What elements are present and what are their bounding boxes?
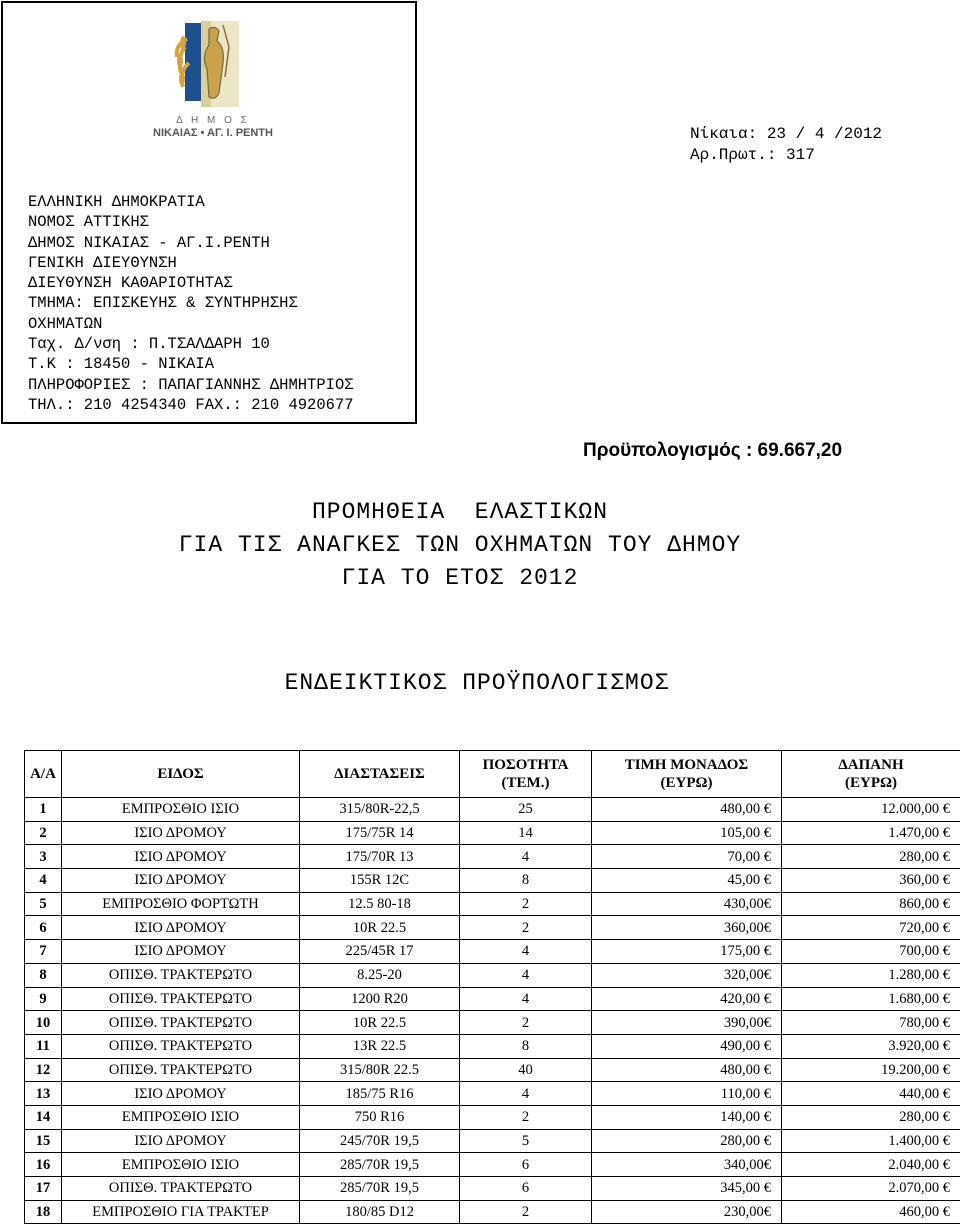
row-unit-price: 390,00€ — [592, 1011, 782, 1035]
row-dimensions: 285/70R 19,5 — [300, 1177, 460, 1201]
row-quantity: 40 — [460, 1058, 592, 1082]
row-number: 18 — [25, 1200, 62, 1224]
budget-table — [24, 750, 960, 1224]
table-row — [25, 1105, 960, 1129]
row-dimensions: 285/70R 19,5 — [300, 1153, 460, 1177]
org-line: ΟΧΗΜΑΤΩΝ — [28, 314, 354, 334]
org-line: Ταχ. Δ/νση : Π.ΤΣΑΛΔΑΡΗ 10 — [28, 334, 354, 354]
row-unit-price: 345,00 € — [592, 1177, 782, 1201]
row-quantity: 2 — [460, 916, 592, 940]
org-line: ΤΗΛ.: 210 4254340 FAX.: 210 4920677 — [28, 395, 354, 415]
row-dimensions: 180/85 D12 — [300, 1200, 460, 1224]
table-row — [25, 869, 960, 893]
row-cost: 1.400,00 € — [782, 1129, 960, 1153]
header-cost-line2: (ΕΥΡΩ) — [786, 774, 956, 792]
row-quantity: 4 — [460, 987, 592, 1011]
org-line: ΤΜΗΜΑ: ΕΠΙΣΚΕΥΗΣ & ΣΥΝΤΗΡΗΣΗΣ — [28, 293, 354, 313]
org-line: ΓΕΝΙΚΗ ΔΙΕΥΘΥΝΣΗ — [28, 253, 354, 273]
row-quantity: 4 — [460, 1082, 592, 1106]
row-unit-price: 110,00 € — [592, 1082, 782, 1106]
row-cost: 1.680,00 € — [782, 987, 960, 1011]
row-cost: 360,00 € — [782, 869, 960, 893]
row-unit-price: 230,00€ — [592, 1200, 782, 1224]
row-cost: 280,00 € — [782, 845, 960, 869]
row-unit-price: 45,00 € — [592, 869, 782, 893]
row-item: ΕΜΠΡΟΣΘΙΟ ΙΣΙΟ — [62, 1153, 300, 1177]
row-item: ΙΣΙΟ ΔΡΟΜΟΥ — [62, 940, 300, 964]
row-number: 15 — [25, 1129, 62, 1153]
row-dimensions: 750 R16 — [300, 1105, 460, 1129]
table-row — [25, 1129, 960, 1153]
row-quantity: 4 — [460, 845, 592, 869]
logo-emblem-icon — [171, 17, 251, 109]
table-row — [25, 916, 960, 940]
logo-caption-bottom: ΝΙΚΑΙΑΣ • ΑΓ. Ι. ΡΕΝΤΗ — [113, 127, 313, 139]
row-number: 6 — [25, 916, 62, 940]
table-header-row — [25, 751, 960, 798]
row-cost: 280,00 € — [782, 1105, 960, 1129]
row-cost: 1.470,00 € — [782, 821, 960, 845]
row-quantity: 2 — [460, 1200, 592, 1224]
row-number: 11 — [25, 1034, 62, 1058]
row-number: 17 — [25, 1177, 62, 1201]
row-item: ΙΣΙΟ ΔΡΟΜΟΥ — [62, 1129, 300, 1153]
row-cost: 12.000,00 € — [782, 798, 960, 822]
table-row — [25, 892, 960, 916]
org-line: ΝΟΜΟΣ ΑΤΤΙΚΗΣ — [28, 212, 354, 232]
row-item: ΙΣΙΟ ΔΡΟΜΟΥ — [62, 869, 300, 893]
row-unit-price: 490,00 € — [592, 1034, 782, 1058]
table-row — [25, 1011, 960, 1035]
row-unit-price: 175,00 € — [592, 940, 782, 964]
org-line: ΔΙΕΥΘΥΝΣΗ ΚΑΘΑΡΙΟΤΗΤΑΣ — [28, 273, 354, 293]
budget-total: Προϋπολογισμός : 69.667,20 — [583, 440, 842, 462]
row-dimensions: 1200 R20 — [300, 987, 460, 1011]
row-item: ΟΠΙΣΘ. ΤΡΑΚΤΕΡΩΤΟ — [62, 1058, 300, 1082]
row-item: ΙΣΙΟ ΔΡΟΜΟΥ — [62, 1082, 300, 1106]
document-date: Νίκαια: 23 / 4 /2012 — [690, 124, 882, 145]
table-row — [25, 963, 960, 987]
row-quantity: 2 — [460, 1011, 592, 1035]
org-line: ΔΗΜΟΣ ΝΙΚΑΙΑΣ - ΑΓ.Ι.ΡΕΝΤΗ — [28, 233, 354, 253]
table-row — [25, 1058, 960, 1082]
row-quantity: 6 — [460, 1153, 592, 1177]
row-quantity: 6 — [460, 1177, 592, 1201]
header-aa: Α/Α — [25, 751, 62, 798]
row-quantity: 8 — [460, 869, 592, 893]
row-cost: 1.280,00 € — [782, 963, 960, 987]
row-dimensions: 175/75R 14 — [300, 821, 460, 845]
table-row — [25, 940, 960, 964]
row-cost: 2.040,00 € — [782, 1153, 960, 1177]
document-title-line-3: ΓΙΑ ΤΟ ΕΤΟΣ 2012 — [0, 565, 920, 591]
row-unit-price: 320,00€ — [592, 963, 782, 987]
row-unit-price: 430,00€ — [592, 892, 782, 916]
row-dimensions: 225/45R 17 — [300, 940, 460, 964]
row-number: 9 — [25, 987, 62, 1011]
row-item: ΙΣΙΟ ΔΡΟΜΟΥ — [62, 916, 300, 940]
row-item: ΕΜΠΡΟΣΘΙΟ ΙΣΙΟ — [62, 798, 300, 822]
table-row — [25, 798, 960, 822]
row-unit-price: 420,00 € — [592, 987, 782, 1011]
row-cost: 860,00 € — [782, 892, 960, 916]
row-unit-price: 105,00 € — [592, 821, 782, 845]
row-cost: 700,00 € — [782, 940, 960, 964]
row-number: 14 — [25, 1105, 62, 1129]
row-dimensions: 10R 22.5 — [300, 916, 460, 940]
row-dimensions: 8.25-20 — [300, 963, 460, 987]
org-line: Τ.Κ : 18450 - ΝΙΚΑΙΑ — [28, 354, 354, 374]
row-dimensions: 12.5 80-18 — [300, 892, 460, 916]
row-quantity: 2 — [460, 1105, 592, 1129]
logo-caption-top: Δ Η Μ Ο Σ — [113, 115, 313, 126]
row-number: 5 — [25, 892, 62, 916]
organization-address-block — [28, 192, 354, 415]
header-cost — [782, 751, 960, 798]
row-quantity: 14 — [460, 821, 592, 845]
row-item: ΙΣΙΟ ΔΡΟΜΟΥ — [62, 821, 300, 845]
row-number: 12 — [25, 1058, 62, 1082]
table-row — [25, 987, 960, 1011]
row-unit-price: 480,00 € — [592, 1058, 782, 1082]
row-number: 2 — [25, 821, 62, 845]
row-cost: 780,00 € — [782, 1011, 960, 1035]
row-dimensions: 245/70R 19,5 — [300, 1129, 460, 1153]
protocol-number: Αρ.Πρωτ.: 317 — [690, 145, 882, 166]
header-quantity-line1: ΠΟΣΟΤΗΤΑ — [464, 756, 587, 774]
row-unit-price: 480,00 € — [592, 798, 782, 822]
row-dimensions: 315/80R-22,5 — [300, 798, 460, 822]
row-cost: 3.920,00 € — [782, 1034, 960, 1058]
header-quantity — [460, 751, 592, 798]
row-quantity: 25 — [460, 798, 592, 822]
row-item: ΟΠΙΣΘ. ΤΡΑΚΤΕΡΩΤΟ — [62, 987, 300, 1011]
row-number: 1 — [25, 798, 62, 822]
row-number: 3 — [25, 845, 62, 869]
row-dimensions: 155R 12C — [300, 869, 460, 893]
row-dimensions: 10R 22.5 — [300, 1011, 460, 1035]
row-number: 4 — [25, 869, 62, 893]
org-line: ΕΛΛΗΝΙΚΗ ΔΗΜΟΚΡΑΤΙΑ — [28, 192, 354, 212]
row-quantity: 2 — [460, 892, 592, 916]
header-cost-line1: ΔΑΠΑΝΗ — [786, 756, 956, 774]
row-dimensions: 315/80R 22.5 — [300, 1058, 460, 1082]
row-item: ΕΜΠΡΟΣΘΙΟ ΓΙΑ ΤΡΑΚΤΕΡ — [62, 1200, 300, 1224]
table-row — [25, 1082, 960, 1106]
table-row — [25, 845, 960, 869]
row-number: 8 — [25, 963, 62, 987]
row-dimensions: 175/70R 13 — [300, 845, 460, 869]
row-item: ΟΠΙΣΘ. ΤΡΑΚΤΕΡΩΤΟ — [62, 1011, 300, 1035]
header-unit-price-line1: ΤΙΜΗ ΜΟΝΑΔΟΣ — [596, 756, 777, 774]
table-body — [25, 798, 960, 1224]
header-quantity-line2: (ΤΕΜ.) — [464, 774, 587, 792]
row-item: ΟΠΙΣΘ. ΤΡΑΚΤΕΡΩΤΟ — [62, 963, 300, 987]
row-unit-price: 340,00€ — [592, 1153, 782, 1177]
header-dimensions: ΔΙΑΣΤΑΣΕΙΣ — [300, 751, 460, 798]
row-quantity: 4 — [460, 940, 592, 964]
row-number: 13 — [25, 1082, 62, 1106]
row-unit-price: 280,00 € — [592, 1129, 782, 1153]
table-row — [25, 1200, 960, 1224]
section-subtitle: ΕΝΔΕΙΚΤΙΚΟΣ ΠΡΟΫΠΟΛΟΓΙΣΜΟΣ — [0, 670, 954, 696]
table-row — [25, 821, 960, 845]
row-unit-price: 140,00 € — [592, 1105, 782, 1129]
row-cost: 720,00 € — [782, 916, 960, 940]
table-row — [25, 1034, 960, 1058]
header-item: ΕΙΔΟΣ — [62, 751, 300, 798]
row-cost: 460,00 € — [782, 1200, 960, 1224]
header-unit-price — [592, 751, 782, 798]
row-cost: 2.070,00 € — [782, 1177, 960, 1201]
table-row — [25, 1177, 960, 1201]
document-title-line-1: ΠΡΟΜΗΘΕΙΑ ΕΛΑΣΤΙΚΩΝ — [0, 499, 920, 525]
row-number: 10 — [25, 1011, 62, 1035]
document-title-line-2: ΓΙΑ ΤΙΣ ΑΝΑΓΚΕΣ ΤΩΝ ΟΧΗΜΑΤΩΝ ΤΟΥ ΔΗΜΟΥ — [0, 532, 920, 558]
org-line: ΠΛΗΡΟΦΟΡΙΕΣ : ΠΑΠΑΓΙΑΝΝΗΣ ΔΗΜΗΤΡΙΟΣ — [28, 375, 354, 395]
row-quantity: 4 — [460, 963, 592, 987]
row-dimensions: 13R 22.5 — [300, 1034, 460, 1058]
row-quantity: 8 — [460, 1034, 592, 1058]
row-item: ΟΠΙΣΘ. ΤΡΑΚΤΕΡΩΤΟ — [62, 1034, 300, 1058]
header-unit-price-line2: (ΕΥΡΩ) — [596, 774, 777, 792]
row-unit-price: 70,00 € — [592, 845, 782, 869]
row-dimensions: 185/75 R16 — [300, 1082, 460, 1106]
row-number: 7 — [25, 940, 62, 964]
row-quantity: 5 — [460, 1129, 592, 1153]
row-cost: 440,00 € — [782, 1082, 960, 1106]
header-box — [1, 1, 417, 424]
row-unit-price: 360,00€ — [592, 916, 782, 940]
municipality-logo — [113, 17, 313, 142]
table-row — [25, 1153, 960, 1177]
date-block — [690, 124, 882, 166]
row-item: ΕΜΠΡΟΣΘΙΟ ΙΣΙΟ — [62, 1105, 300, 1129]
row-number: 16 — [25, 1153, 62, 1177]
row-item: ΙΣΙΟ ΔΡΟΜΟΥ — [62, 845, 300, 869]
row-item: ΟΠΙΣΘ. ΤΡΑΚΤΕΡΩΤΟ — [62, 1177, 300, 1201]
row-item: ΕΜΠΡΟΣΘΙΟ ΦΟΡΤΩΤΗ — [62, 892, 300, 916]
row-cost: 19.200,00 € — [782, 1058, 960, 1082]
